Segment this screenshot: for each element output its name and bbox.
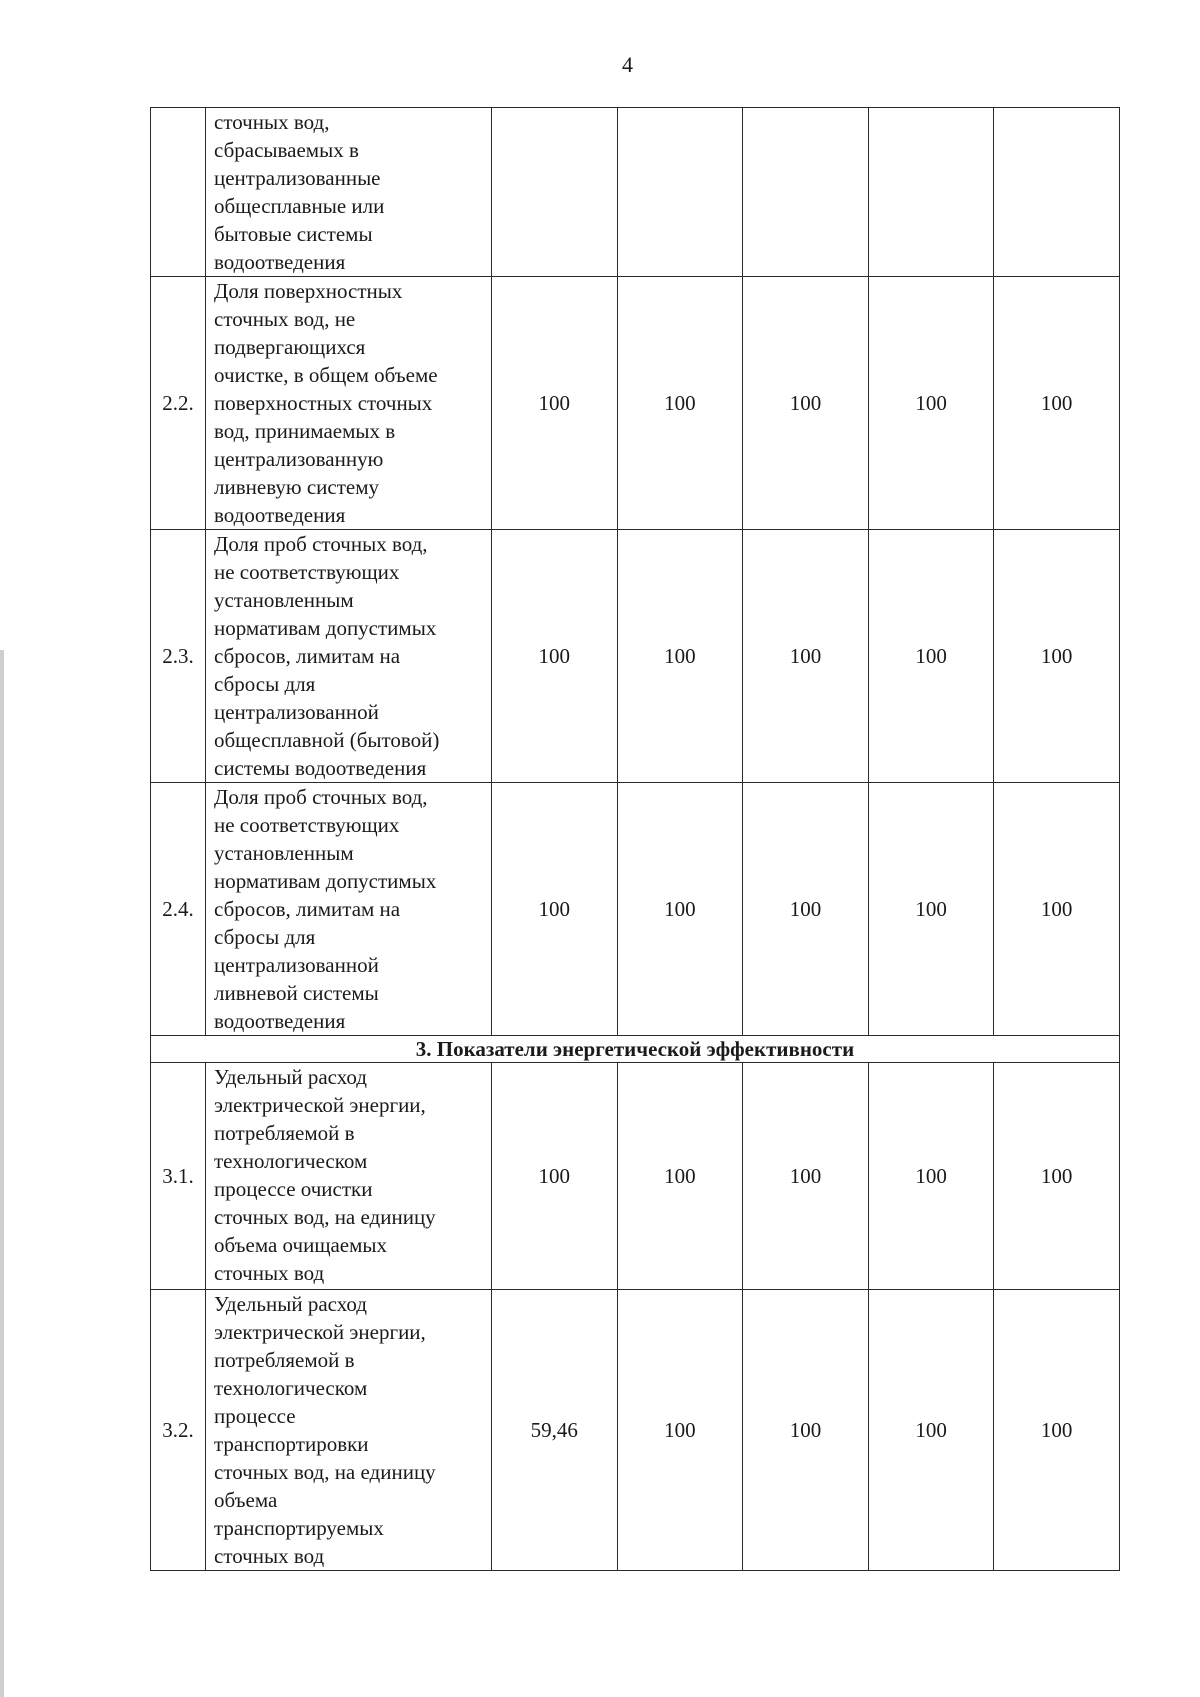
section-header-row [151,1036,1120,1063]
value-cell: 100 [492,783,618,1036]
value-cell: 100 [994,530,1120,783]
indicator-name [206,1063,492,1290]
section-title: 3. Показатели энергетической эффективности [151,1036,1120,1063]
value-cell: 100 [868,1063,994,1290]
value-cell: 100 [743,1290,869,1571]
value-cell [492,108,618,277]
value-cell: 100 [617,277,743,530]
indicator-name-text: Доля проб сточных вод, не соответствующих установленным нормативам допустимых сбросов, лимитам на сбросы для централизованной общесплавной (бытовой) системы водоотведения [214,532,440,780]
value-cell: 100 [994,1290,1120,1571]
value-cell: 100 [743,783,869,1036]
value-cell: 100 [868,277,994,530]
row-number: 2.4. [151,783,206,1036]
value-cell: 100 [868,530,994,783]
value-cell: 100 [743,277,869,530]
table-row [151,277,1120,530]
row-number [151,108,206,277]
indicator-name-text: сточных вод, сбрасываемых в централизованные общесплавные или бытовые системы водоотведения [214,110,385,274]
indicator-name-text: Доля проб сточных вод, не соответствующих установленным нормативам допустимых сбросов, лимитам на сбросы для централизованной ливневой системы водоотведения [214,785,437,1033]
value-cell: 100 [492,1063,618,1290]
table-row [151,783,1120,1036]
value-cell: 100 [994,277,1120,530]
value-cell: 100 [868,783,994,1036]
scan-edge [0,650,4,1697]
row-number: 3.1. [151,1063,206,1290]
value-cell: 100 [492,530,618,783]
value-cell [868,108,994,277]
value-cell: 100 [868,1290,994,1571]
value-cell: 100 [994,783,1120,1036]
value-cell [743,108,869,277]
indicator-name [206,783,492,1036]
value-cell [994,108,1120,277]
table-row [151,108,1120,277]
value-cell: 100 [743,1063,869,1290]
indicator-name [206,277,492,530]
value-cell: 100 [743,530,869,783]
row-number: 2.3. [151,530,206,783]
indicator-name [206,530,492,783]
value-cell: 100 [617,1063,743,1290]
value-cell: 100 [617,783,743,1036]
value-cell: 100 [994,1063,1120,1290]
value-cell: 59,46 [492,1290,618,1571]
indicator-name [206,108,492,277]
indicator-name [206,1290,492,1571]
page-number: 4 [622,52,633,77]
row-number: 2.2. [151,277,206,530]
value-cell: 100 [492,277,618,530]
indicators-table [150,107,1120,1571]
table-row [151,1290,1120,1571]
indicator-name-text: Удельный расход электрической энергии, потребляемой в технологическом процессе транспортировки сточных вод, на единицу объема транспортируемых сточных вод [214,1292,436,1568]
table-row [151,1063,1120,1290]
indicator-name-text: Доля поверхностных сточных вод, не подвергающихся очистке, в общем объеме поверхностных сточных вод, принимаемых в централизованную ливневую систему водоотведения [214,279,438,527]
indicator-name-text: Удельный расход электрической энергии, потребляемой в технологическом процессе очистки сточных вод, на единицу объема очищаемых сточных вод [214,1065,436,1285]
table-row [151,530,1120,783]
value-cell: 100 [617,1290,743,1571]
value-cell [617,108,743,277]
row-number: 3.2. [151,1290,206,1571]
value-cell: 100 [617,530,743,783]
